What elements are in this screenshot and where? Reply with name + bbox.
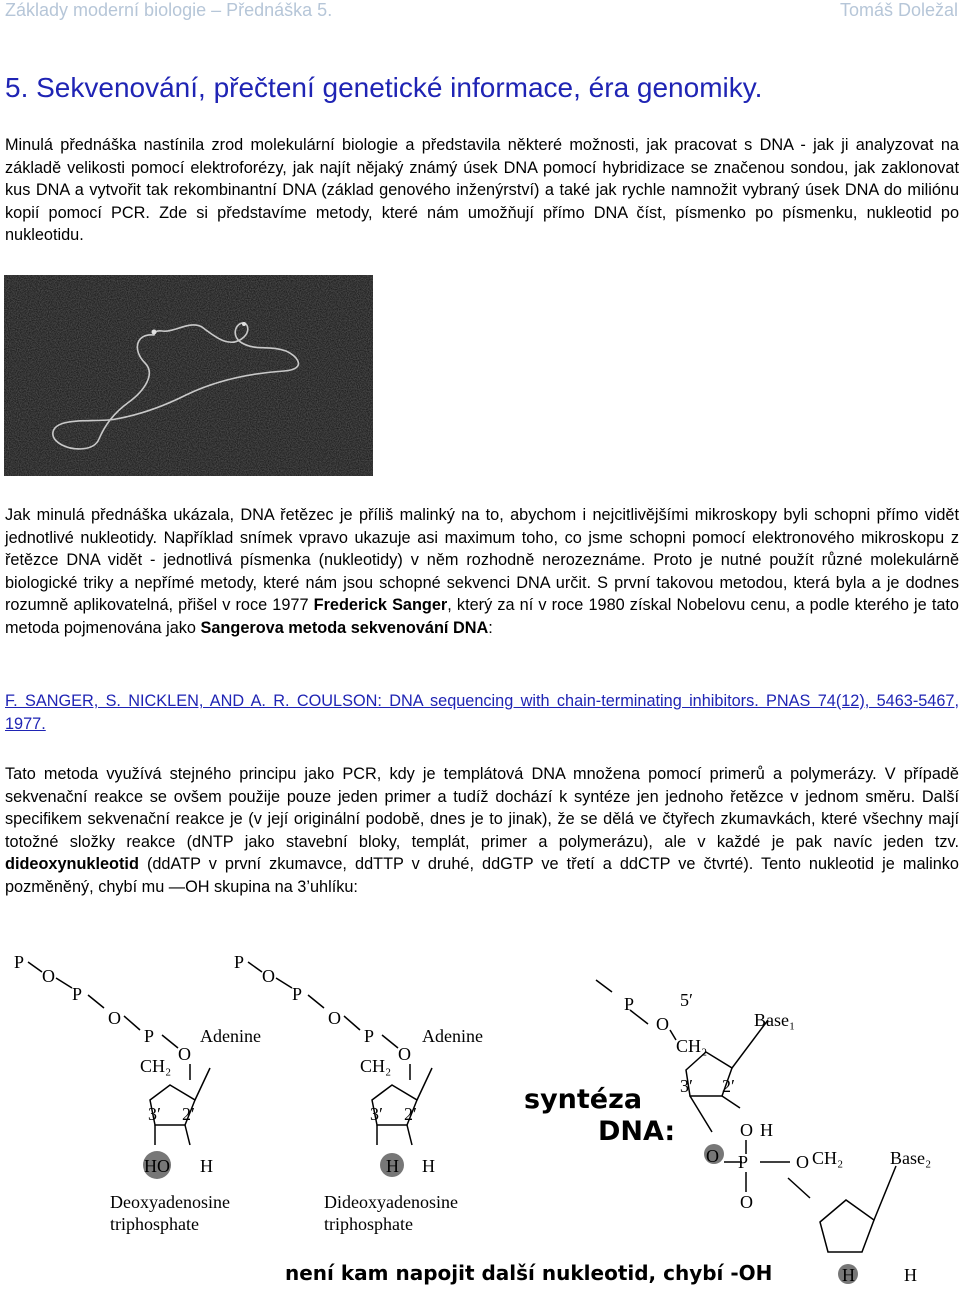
adenine-label-left: Adenine: [200, 1026, 261, 1046]
oxygen-o-3: O: [178, 1044, 191, 1064]
method-description-paragraph: [5, 763, 959, 898]
oxygen-o-6: O: [398, 1044, 411, 1064]
adenine-label-middle: Adenine: [422, 1026, 483, 1046]
ch2-left: CH₂: [140, 1056, 172, 1076]
phosphate-p-right-1: P: [624, 994, 635, 1014]
page-title: 5. Sekvenování, přečtení genetické informace, éra genomiky.: [5, 72, 763, 103]
oxygen-o-right-3: O: [740, 1120, 753, 1140]
page-header: [5, 0, 958, 26]
sanger-intro-text-a: Jak minulá přednáška ukázala, DNA řetězec je příliš malinký na to, abychom i nejcitlivějšími mikroskopy byli schopni přímo vidět jednotlivé nukleotidy. Například snímek vpravo ukazuje asi maximum toho, co jsme schopni pomocí elektronového mikroskopu z řetězce DNA vidět - jednotlivá písmenka (nukleotidy) v něm rozhodně nerozeznáme. Proto je nutné použít různé molekulárně biologické triky a nepřímé metody, které nám jsou schopné sekvenci DNA určit. S první takovou metodou, která byla a je dodnes rozumně aplikovatelná, přišel v roce 1977: [5, 506, 959, 614]
dideoxynucleotide-term: dideoxynukleotid: [5, 855, 139, 873]
oxygen-o-1: O: [42, 966, 55, 986]
base1-label: Base₁: [754, 1010, 796, 1030]
carbon-3-left: 3′: [148, 1104, 161, 1124]
sanger-intro-text-c: , který za ní v roce 1980 získal Nobelovu cenu, a podle kterého je tato metoda pojmenována jako: [5, 596, 959, 637]
phosphate-p-6: P: [364, 1026, 375, 1046]
sanger-method-name: Sangerova metoda sekvenování DNA: [200, 618, 489, 637]
hydrogen-h-right-3: H: [904, 1265, 917, 1285]
oxygen-o-2: O: [108, 1008, 121, 1028]
oxygen-o-right-4: O: [796, 1152, 809, 1172]
phosphate-p-3: P: [144, 1026, 155, 1046]
sanger-intro-text-e: :: [488, 618, 493, 637]
method-text-c: (ddATP v první zkumavce, ddTTP v druhé, ddGTP ve třetí a ddCTP ve čtvrté). Tento nukleotid je malinko pozměněný, chybí mu —OH skupina na 3’uhlíku:: [5, 855, 959, 896]
synthesis-label-line1: syntéza: [524, 1084, 643, 1115]
header-course-title: Základy moderní biologie – Přednáška 5.: [5, 0, 333, 20]
method-text-a: Tato metoda využívá stejného principu jako PCR, kdy je templátová DNA množena pomocí primerů a polymerázy. V případě sekvenační reakce se ovšem použije pouze jeden primer a tudíž dochází k syntéze jen jednoho řetězce v jednom směru. Další specifikem sekvenační reakce je (v její originální podobě, dnes je to jinak), že se dělá ve čtyřech zkumavkách, které všechny mají totožné složky reakce (dNTP jako stavební bloky, templát, primer a polymerázu), ale v každé je pak navíc jeden tzv.: [5, 765, 959, 851]
hydrogen-h-right-2: H: [842, 1265, 855, 1285]
ch2-middle: CH₂: [360, 1056, 392, 1076]
ch2-right-2: CH₂: [812, 1148, 844, 1168]
hydrogen-h-middle-a: H: [386, 1156, 399, 1176]
oxygen-o-right-2: O: [706, 1146, 719, 1166]
oxygen-o-right-5: O: [740, 1192, 753, 1212]
phosphate-p-1: P: [14, 952, 25, 972]
carbon-2-middle: 2′: [404, 1104, 417, 1124]
dna-electron-micrograph: [4, 275, 373, 476]
phosphate-p-right-2: P: [738, 1152, 749, 1172]
hydrogen-h-middle-b: H: [422, 1156, 435, 1176]
phosphate-p-4: P: [234, 952, 245, 972]
oxygen-o-right-1: O: [656, 1014, 669, 1034]
header-author: Tomáš Doležal: [839, 0, 958, 20]
bottom-caption: není kam napojit další nukleotid, chybí -OH: [285, 1261, 773, 1285]
oxygen-o-5: O: [328, 1008, 341, 1028]
hydrogen-h-right-1: H: [760, 1120, 773, 1140]
carbon-2-left: 2′: [182, 1104, 195, 1124]
sanger-name: Frederick Sanger: [313, 596, 448, 614]
left-label-line1: Deoxyadenosine: [110, 1192, 230, 1212]
phosphate-p-2: P: [72, 984, 83, 1004]
synthesis-label-line2: DNA:: [598, 1116, 676, 1147]
sanger-intro-paragraph: [5, 504, 959, 639]
intro-paragraph: Minulá přednáška nastínila zrod molekulární biologie a představila některé možnosti, jak pracovat s DNA - jak ji analyzovat na základě velikosti pomocí elektroforézy, jak najít nějaký známý úsek DNA pomocí hybridizace se značenou sondou, jak zaklonovat kus DNA a vytvořit tak rekombinantní DNA (základ genového inženýrství) a také jak rychle namnožit vybraný úsek DNA do miliónu kopií pomocí PCR. Zde si představíme metody, které nám umožňují přímo DNA číst, písmenko po písmenku, nukleotid po nukleotidu.: [5, 136, 959, 244]
carbon-5-right: 5′: [680, 990, 693, 1010]
carbon-3-middle: 3′: [370, 1104, 383, 1124]
reference-paragraph: [5, 690, 959, 735]
hydroxyl-ho-left: HO: [144, 1156, 170, 1176]
ch2-right-1: CH₂: [676, 1036, 708, 1056]
middle-label-line2: triphosphate: [324, 1214, 413, 1234]
hydrogen-h-left: H: [200, 1156, 213, 1176]
left-label-line2: triphosphate: [110, 1214, 199, 1234]
base2-label: Base₂: [890, 1148, 932, 1168]
middle-label-line1: Dideoxyadenosine: [324, 1192, 458, 1212]
carbon-3-right: 3′: [680, 1076, 693, 1096]
oxygen-o-4: O: [262, 966, 275, 986]
carbon-2-right: 2′: [722, 1076, 735, 1096]
reference-link[interactable]: F. SANGER, S. NICKLEN, AND A. R. COULSON: DNA sequencing with chain-terminating inhibitors. PNAS 74(12), 5463-5467, 1977.: [5, 692, 959, 733]
dideoxynucleotide-diagram: [0, 940, 960, 1293]
phosphate-p-5: P: [292, 984, 303, 1004]
